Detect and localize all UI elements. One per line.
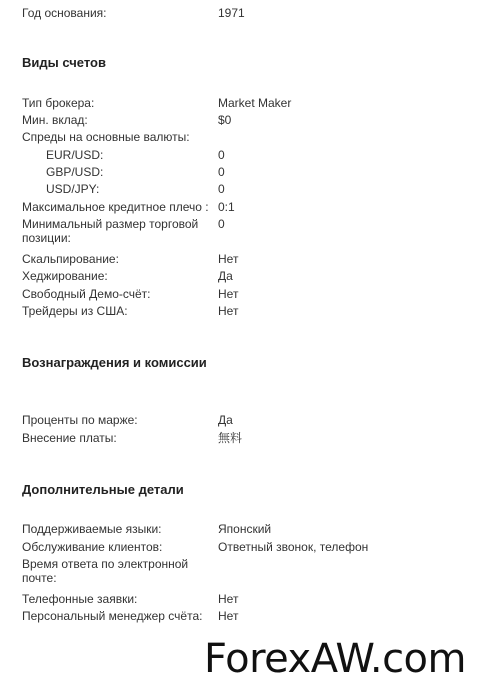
free-demo-value: Нет xyxy=(218,287,239,301)
us-traders-value: Нет xyxy=(218,304,239,318)
spread-pair-value: 0 xyxy=(218,148,225,162)
languages-value: Японский xyxy=(218,522,272,536)
phone-orders-value: Нет xyxy=(218,592,239,606)
min-deposit-value: $0 xyxy=(218,113,232,127)
scalping-value: Нет xyxy=(218,252,239,266)
payment-label: Внесение платы: xyxy=(22,431,117,445)
broker-type-label: Тип брокера: xyxy=(22,96,95,110)
min-trade-size-value: 0 xyxy=(218,217,225,231)
margin-interest-label: Проценты по марже: xyxy=(22,413,138,427)
account-types-heading: Виды счетов xyxy=(22,55,106,70)
us-traders-label: Трейдеры из США: xyxy=(22,304,128,318)
spread-pair-label: USD/JPY: xyxy=(46,182,100,196)
max-leverage-label: Максимальное кредитное плечо : xyxy=(22,200,209,214)
account-manager-label: Персональный менеджер счёта: xyxy=(22,609,203,623)
watermark-logo: ForexAW.com xyxy=(204,636,466,682)
payment-value: 無料 xyxy=(218,431,243,445)
founded-value: 1971 xyxy=(218,6,245,20)
rewards-heading: Вознаграждения и комиссии xyxy=(22,355,207,370)
email-response-label: Время ответа по электронной почте: xyxy=(22,557,189,585)
spread-pair-label: GBP/USD: xyxy=(46,165,104,179)
broker-type-value: Market Maker xyxy=(218,96,292,110)
free-demo-label: Свободный Демо-счёт: xyxy=(22,287,151,301)
min-deposit-label: Мин. вклад: xyxy=(22,113,88,127)
phone-orders-label: Телефонные заявки: xyxy=(22,592,138,606)
account-manager-value: Нет xyxy=(218,609,239,623)
founded-label: Год основания: xyxy=(22,6,107,20)
hedging-label: Хеджирование: xyxy=(22,269,108,283)
max-leverage-value: 0:1 xyxy=(218,200,235,214)
languages-label: Поддерживаемые языки: xyxy=(22,522,162,536)
support-label: Обслуживание клиентов: xyxy=(22,540,163,554)
details-heading: Дополнительные детали xyxy=(22,482,184,497)
spreads-label: Спреды на основные валюты: xyxy=(22,130,190,144)
support-value: Ответный звонок, телефон xyxy=(218,540,369,554)
margin-interest-value: Да xyxy=(218,413,233,427)
min-trade-size-label: Минимальный размер торговой позиции: xyxy=(22,217,199,245)
scalping-label: Скальпирование: xyxy=(22,252,119,266)
spread-pair-value: 0 xyxy=(218,165,225,179)
spread-pair-value: 0 xyxy=(218,182,225,196)
hedging-value: Да xyxy=(218,269,233,283)
spread-pair-label: EUR/USD: xyxy=(46,148,104,162)
